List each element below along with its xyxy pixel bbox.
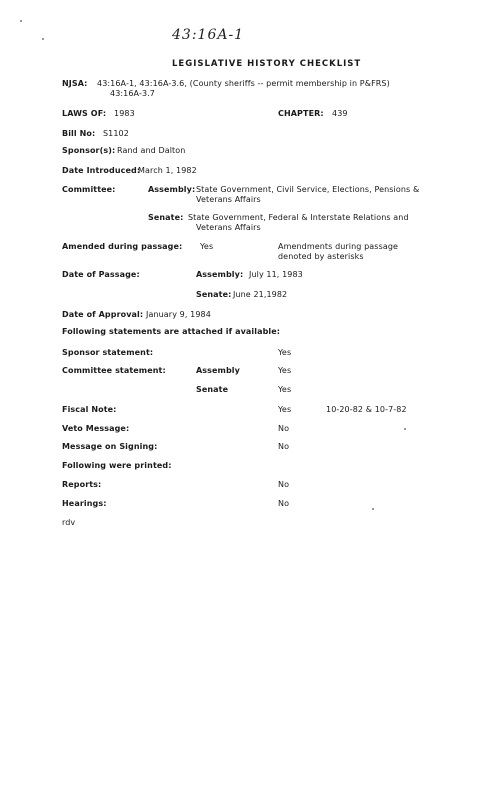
njsa-value-line2: 43:16A-3.7	[110, 89, 155, 98]
committee-assembly-label: Assembly:	[148, 185, 196, 194]
committee-assembly-line2: Veterans Affairs	[196, 195, 261, 204]
scan-speck	[404, 428, 406, 430]
reports-value: No	[278, 480, 290, 489]
bill-no-value: S1102	[103, 129, 129, 138]
hearings-value: No	[278, 499, 290, 508]
committee-assembly-line1: State Government, Civil Service, Elections, Pensions &	[196, 185, 420, 194]
committee-senate-line2: Veterans Affairs	[196, 223, 261, 232]
date-of-approval-value: January 9, 1984	[146, 310, 211, 319]
committee-statement-senate-value: Yes	[278, 385, 292, 394]
passage-senate-label: Senate:	[196, 290, 232, 299]
message-on-signing-value: No	[278, 442, 290, 451]
passage-assembly-label: Assembly:	[196, 270, 244, 279]
date-introduced-label: Date Introduced:	[62, 166, 141, 175]
njsa-value-line1: 43:16A-1, 43:16A-3.6, (County sheriffs -- permit membership in P&FRS)	[97, 79, 390, 88]
committee-statement-assembly-label: Assembly	[196, 366, 240, 375]
typist-initials: rdv	[62, 518, 76, 527]
committee-label: Committee:	[62, 185, 116, 194]
sponsors-label: Sponsor(s):	[62, 146, 116, 155]
message-on-signing-label: Message on Signing:	[62, 442, 158, 451]
veto-message-value: No	[278, 424, 290, 433]
reports-label: Reports:	[62, 480, 102, 489]
amended-note-line2: denoted by asterisks	[278, 252, 364, 261]
amended-value: Yes	[200, 242, 214, 251]
scan-speck	[42, 38, 44, 40]
committee-statement-label: Committee statement:	[62, 366, 166, 375]
fiscal-note-label: Fiscal Note:	[62, 405, 117, 414]
sponsors-value: Rand and Dalton	[117, 146, 186, 155]
fiscal-note-value: Yes	[278, 405, 292, 414]
committee-statement-senate-label: Senate	[196, 385, 229, 394]
committee-statement-assembly-value: Yes	[278, 366, 292, 375]
sponsor-statement-label: Sponsor statement:	[62, 348, 154, 357]
page-title: LEGISLATIVE HISTORY CHECKLIST	[172, 59, 362, 69]
chapter-value: 439	[332, 109, 348, 118]
passage-assembly-value: July 11, 1983	[249, 270, 303, 279]
chapter-label: CHAPTER:	[278, 109, 324, 118]
bill-no-label: Bill No:	[62, 129, 96, 138]
hearings-label: Hearings:	[62, 499, 107, 508]
scan-speck	[20, 20, 22, 22]
date-of-approval-label: Date of Approval:	[62, 310, 144, 319]
laws-of-label: LAWS OF:	[62, 109, 107, 118]
veto-message-label: Veto Message:	[62, 424, 130, 433]
committee-senate-label: Senate:	[148, 213, 184, 222]
fiscal-note-dates: 10-20-82 & 10-7-82	[326, 405, 407, 414]
laws-of-value: 1983	[114, 109, 135, 118]
handwritten-number: 43:16A-1	[172, 27, 245, 43]
following-attached-heading: Following statements are attached if available:	[62, 327, 281, 336]
njsa-label: NJSA:	[62, 79, 88, 88]
committee-senate-line1: State Government, Federal & Interstate Relations and	[188, 213, 409, 222]
amended-note-line1: Amendments during passage	[278, 242, 399, 251]
sponsor-statement-value: Yes	[278, 348, 292, 357]
date-introduced-value: March 1, 1982	[138, 166, 197, 175]
date-of-passage-label: Date of Passage:	[62, 270, 140, 279]
passage-senate-value: June 21,1982	[233, 290, 288, 299]
amended-label: Amended during passage:	[62, 242, 183, 251]
following-printed-heading: Following were printed:	[62, 461, 172, 470]
scan-speck	[372, 508, 374, 510]
